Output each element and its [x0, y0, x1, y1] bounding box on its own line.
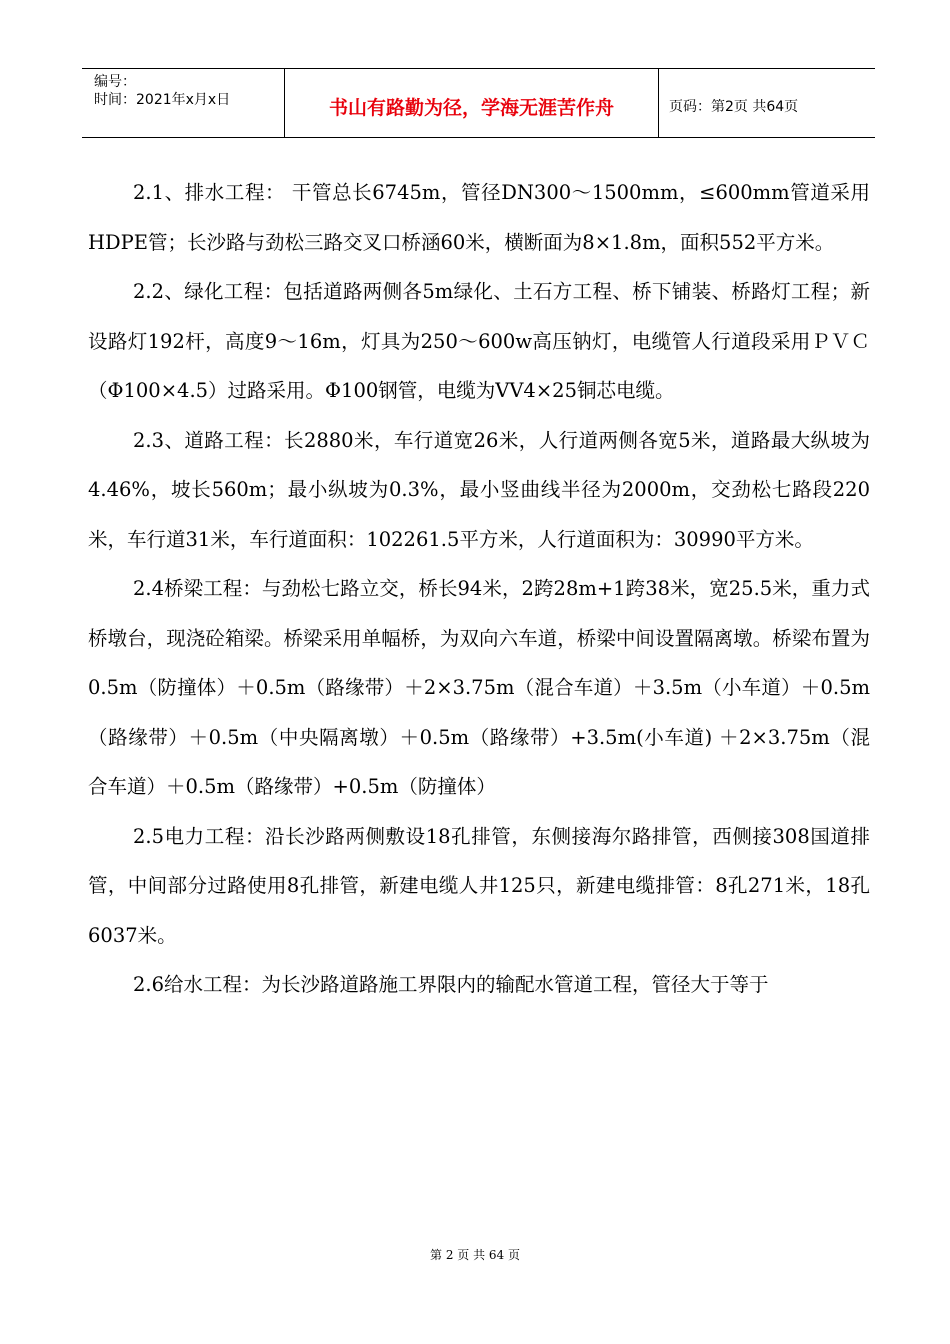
- header-motto: 书山有路勤为径，学海无涯苦作舟: [285, 69, 659, 137]
- paragraph-water: 2.6给水工程：为长沙路道路施工界限内的输配水管道工程，管径大于等于: [133, 973, 769, 996]
- paragraph-drainage: 2.1、排水工程： 干管总长6745m，管径DN300～1500mm，≤600mm管道采用HDPE管；长沙路与劲松三路交叉口桥涵60米，横断面为8×1.8m，面积552平方米。: [88, 181, 870, 254]
- date-label: 时间：2021年x月x日: [94, 92, 231, 108]
- serial-label: 编号：: [94, 74, 136, 90]
- paragraph-power: 2.5电力工程：沿长沙路两侧敷设18孔排管，东侧接海尔路排管，西侧接308国道排管，中间部分过路使用8孔排管，新建电缆人井125只，新建电缆排管：8孔271米，18孔6037米。: [88, 824, 870, 947]
- page-footer: 第 2 页 共 64 页: [430, 1248, 520, 1262]
- header-page-code: 页码：第2页 共64页: [669, 99, 799, 115]
- paragraph-bridge: 2.4桥梁工程：与劲松七路立交，桥长94米，2跨28m+1跨38米，宽25.5米，重力式桥墩台，现浇砼箱梁。桥梁采用单幅桥，为双向六车道，桥梁中间设置隔离墩。桥梁布置为0.5m（防撞体）＋0.5m（路缘带）＋2×3.75m（混合车道）＋3.5m（小车道）＋0.5m（路缘带）＋0.5m（中央隔离墩）＋0.5m（路缘带）+3.5m(小车道) ＋2×3.75m（混合车道）＋0.5m（路缘带）+0.5m（防撞体）: [88, 577, 870, 798]
- paragraph-road: 2.3、道路工程：长2880米，车行道宽26米，人行道两侧各宽5米，道路最大纵坡为4.46%，坡长560m；最小纵坡为0.3%，最小竖曲线半径为2000m，交劲松七路段220米，车行道31米，车行道面积：102261.5平方米，人行道面积为：30990平方米。: [88, 428, 870, 551]
- header-table: [82, 68, 875, 138]
- paragraph-greening: 2.2、绿化工程：包括道路两侧各5m绿化、土石方工程、桥下铺装、桥路灯工程；新设路灯192杆，高度9～16m，灯具为250～600w高压钠灯，电缆管人行道段采用ＰＶＣ（Φ100×4.5）过路采用。Φ100钢管，电缆为VV4×25铜芯电缆。: [88, 280, 870, 402]
- document-body: [88, 168, 870, 1010]
- header-meta-cell: [82, 69, 285, 137]
